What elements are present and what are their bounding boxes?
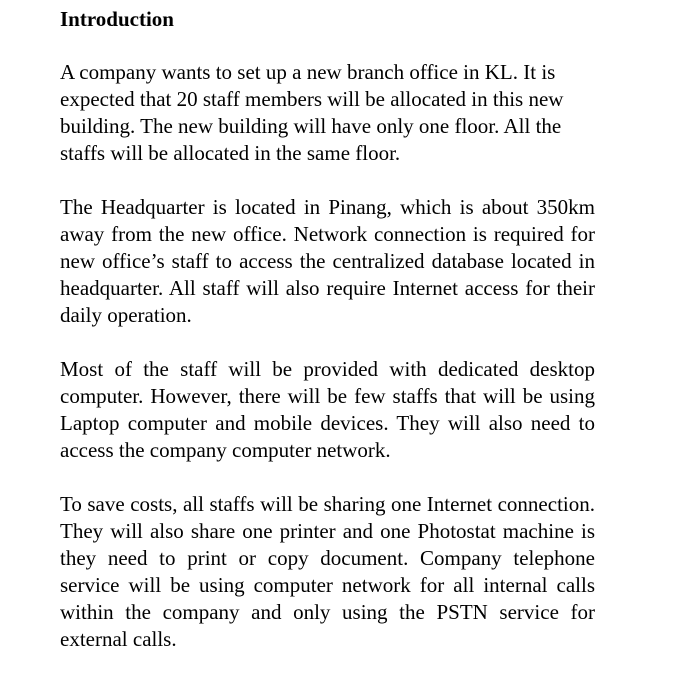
document-page: [60, 4, 595, 653]
section-heading: Introduction: [60, 7, 174, 31]
paragraph-shared-resources: To save costs, all staffs will be sharing one Internet connection. They will also share one printer and one Photostat machine is they need to print or copy document. Company telephone service will be using computer network for all internal calls within the company and only using the PSTN service for external calls.: [60, 492, 595, 651]
paragraph-staff-devices: Most of the staff will be provided with dedicated desktop computer. However, there will be few staffs that will be using Laptop computer and mobile devices. They will also need to access the company computer network.: [60, 357, 595, 462]
paragraph-branch-office: A company wants to set up a new branch office in KL. It is expected that 20 staff members will be allocated in this new building. The new building will have only one floor. All the staffs will be allocated in the same floor.: [60, 60, 564, 165]
paragraph-headquarter: The Headquarter is located in Pinang, which is about 350km away from the new office. Network connection is required for new office’s staff to access the centralized database located in headquarter. All staff will also require Internet access for their daily operation.: [60, 195, 595, 327]
